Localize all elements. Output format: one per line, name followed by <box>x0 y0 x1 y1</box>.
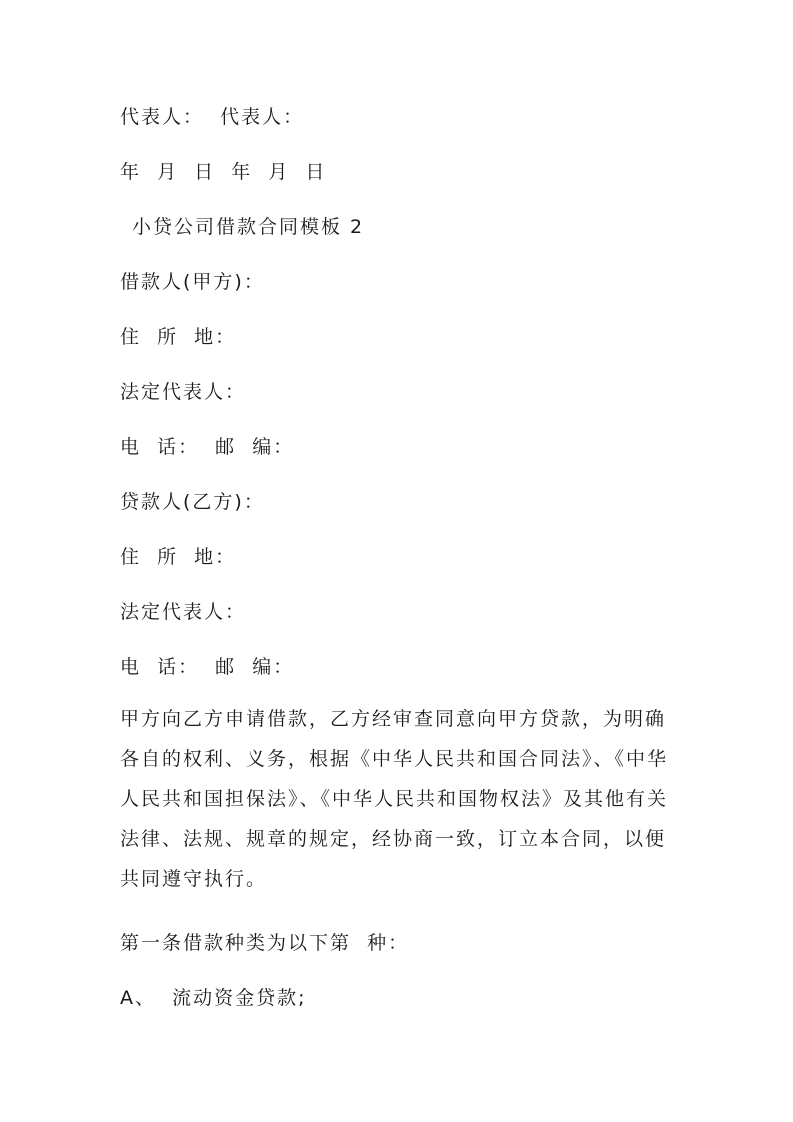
intro-paragraph <box>120 699 680 899</box>
option-a-item: A、 流动资金贷款; <box>120 987 307 1009</box>
article-1-heading: 第一条借款种类为以下第 种： <box>120 932 410 954</box>
party-b-label: 贷款人(乙方)： <box>120 491 265 513</box>
intro-line: 各自的权利、义务，根据《中华人民共和国合同法》、《中华 <box>120 748 669 770</box>
intro-line: 共同遵守执行。 <box>120 868 268 890</box>
party-a-representative: 法定代表人： <box>120 381 247 403</box>
party-a-label: 借款人(甲方)： <box>120 271 265 293</box>
intro-line: 人民共和国担保法》、《中华人民共和国物权法》及其他有关 <box>120 788 669 810</box>
party-b-address: 住 所 地： <box>120 546 237 568</box>
signature-date-line: 年 月 日 年 月 日 <box>120 161 327 183</box>
intro-line: 甲方向乙方申请借款，乙方经审查同意向甲方贷款，为明确 <box>120 708 667 730</box>
party-b-representative: 法定代表人： <box>120 601 247 623</box>
party-b-phone-postcode: 电 话： 邮 编： <box>120 656 295 678</box>
party-a-phone-postcode: 电 话： 邮 编： <box>120 436 295 458</box>
intro-line: 法律、法规、规章的规定，经协商一致，订立本合同，以便 <box>120 828 667 850</box>
document-title: 小贷公司借款合同模板 2 <box>132 216 365 238</box>
party-a-address: 住 所 地： <box>120 326 237 348</box>
signature-representatives-line: 代表人： 代表人： <box>120 106 305 128</box>
